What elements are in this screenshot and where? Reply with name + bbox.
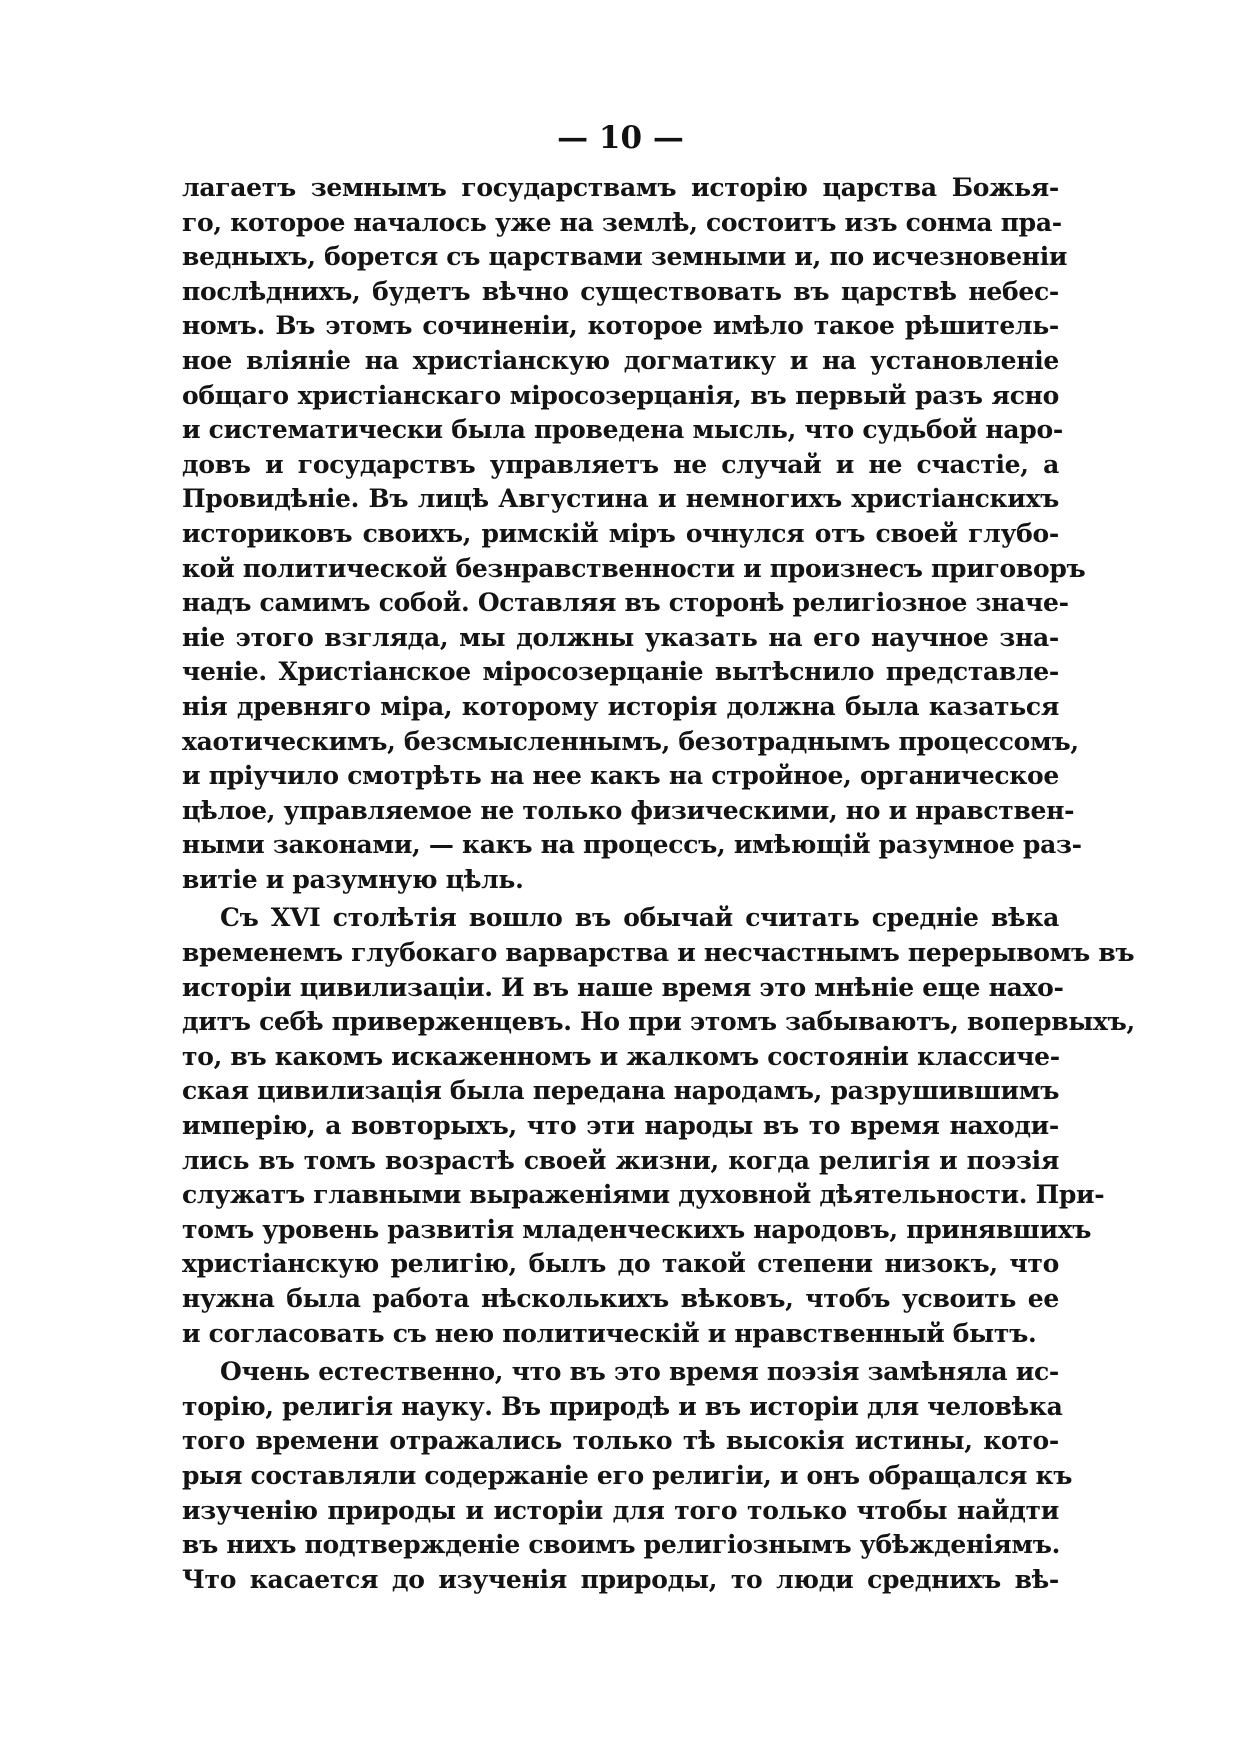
text-line: хаотическимъ, безсмысленнымъ, безотраднымъ процессомъ, bbox=[182, 726, 1079, 756]
text-line: временемъ глубокаго варварства и несчастнымъ перерывомъ въ bbox=[182, 938, 1135, 968]
text-line: нія древняго міра, которому исторія должна была казаться bbox=[182, 691, 1059, 721]
text-line: ніе этого взгляда, мы должны указать на его научное зна- bbox=[182, 622, 1059, 652]
text-line: цѣлое, управляемое не только физическими, но и нравствен- bbox=[182, 795, 1075, 825]
text-line: изученію природы и исторіи для того только чтобы найдти bbox=[182, 1495, 1059, 1525]
text-line: общаго христіанскаго міросозерцанія, въ первый разъ ясно bbox=[182, 380, 1059, 410]
text-line: исторіи цивилизаціи. И въ наше время это мнѣніе еще нахо- bbox=[182, 972, 1064, 1002]
text-line: надъ самимъ собой. Оставляя въ сторонѣ религіозное значе- bbox=[182, 588, 1069, 618]
text-line: въ нихъ подтвержденіе своимъ религіознымъ убѣжденіямъ. bbox=[182, 1530, 1061, 1560]
text-line: довъ и государствъ управляетъ не случай и не счастіе, а bbox=[182, 449, 1059, 479]
text-line: Очень естественно, что въ это время поэзія замѣняла ис- bbox=[220, 1357, 1059, 1387]
text-line: послѣднихъ, будетъ вѣчно существовать въ царствѣ небес- bbox=[182, 276, 1059, 306]
text-line: лись въ томъ возрастѣ своей жизни, когда религія и поэзія bbox=[182, 1145, 1059, 1175]
text-line: историковъ своихъ, римскій міръ очнулся отъ своей глубо- bbox=[182, 518, 1059, 548]
text-line: то, въ какомъ искаженномъ и жалкомъ состояніи классиче- bbox=[182, 1041, 1060, 1071]
text-line: и пріучило смотрѣть на нее какъ на стройное, органическое bbox=[182, 761, 1059, 791]
text-line: ская цивилизація была передана народамъ, разрушившимъ bbox=[182, 1076, 1060, 1106]
text-line: номъ. Въ этомъ сочиненіи, которое имѣло такое рѣшитель- bbox=[182, 311, 1059, 341]
paragraph-3 bbox=[182, 1355, 1073, 1597]
text-line: Что касается до изученія природы, то люди среднихъ вѣ- bbox=[182, 1564, 1059, 1594]
text-line: служатъ главными выраженіями духовной дѣятельности. При- bbox=[182, 1180, 1105, 1210]
text-line: ными законами, — какъ на процессъ, имѣющій разумное раз- bbox=[182, 830, 1082, 860]
text-line: торію, религія науку. Въ природѣ и въ исторіи для человѣка bbox=[182, 1391, 1063, 1421]
text-line: ченіе. Христіанское міросозерцаніе вытѣснило представле- bbox=[182, 657, 1059, 687]
text-line: нужна была работа нѣсколькихъ вѣковъ, чтобъ усвоить ее bbox=[182, 1284, 1059, 1313]
text-line: лагаетъ земнымъ государствамъ исторію царства Божья- bbox=[182, 173, 1059, 202]
text-line: ведныхъ, борется съ царствами земными и, по исчезновеніи bbox=[182, 242, 1068, 272]
text-line: христіанскую религію, былъ до такой степени низокъ, что bbox=[182, 1249, 1059, 1279]
text-line: и согласовать съ нею политическій и нравственный бытъ. bbox=[182, 1318, 1037, 1348]
paragraph-1 bbox=[182, 171, 1086, 897]
text-line: Провидѣніе. Въ лицѣ Августина и немногихъ христіанскихъ bbox=[182, 484, 1059, 514]
text-line: Съ XVI столѣтія вошло въ обычай считать средніе вѣка bbox=[220, 903, 1059, 933]
text-line: имперію, а вовторыхъ, что эти народы въ то время находи- bbox=[182, 1111, 1059, 1141]
text-line: дитъ себѣ приверженцевъ. Но при этомъ забываютъ, вопервыхъ, bbox=[182, 1007, 1135, 1037]
text-line: рыя составляли содержаніе его религіи, и онъ обращался къ bbox=[182, 1460, 1073, 1490]
text-line: и систематически была проведена мысль, что судьбой наро- bbox=[182, 415, 1063, 445]
text-line: томъ уровень развитія младенческихъ народовъ, принявшихъ bbox=[182, 1214, 1092, 1244]
text-line: кой политической безнравственности и произнесъ приговоръ bbox=[182, 553, 1086, 583]
body-text bbox=[182, 171, 1135, 1597]
text-line: того времени отражались только тѣ высокія истины, кото- bbox=[182, 1426, 1059, 1456]
paragraph-2 bbox=[182, 901, 1135, 1351]
text-line: витіе и разумную цѣль. bbox=[182, 864, 524, 894]
page-number: — 10 — bbox=[557, 120, 684, 156]
text-line: го, которое началось уже на землѣ, состоитъ изъ сонма пра- bbox=[182, 207, 1062, 237]
text-line: ное вліяніе на христіанскую догматику и на установленіе bbox=[182, 345, 1059, 375]
